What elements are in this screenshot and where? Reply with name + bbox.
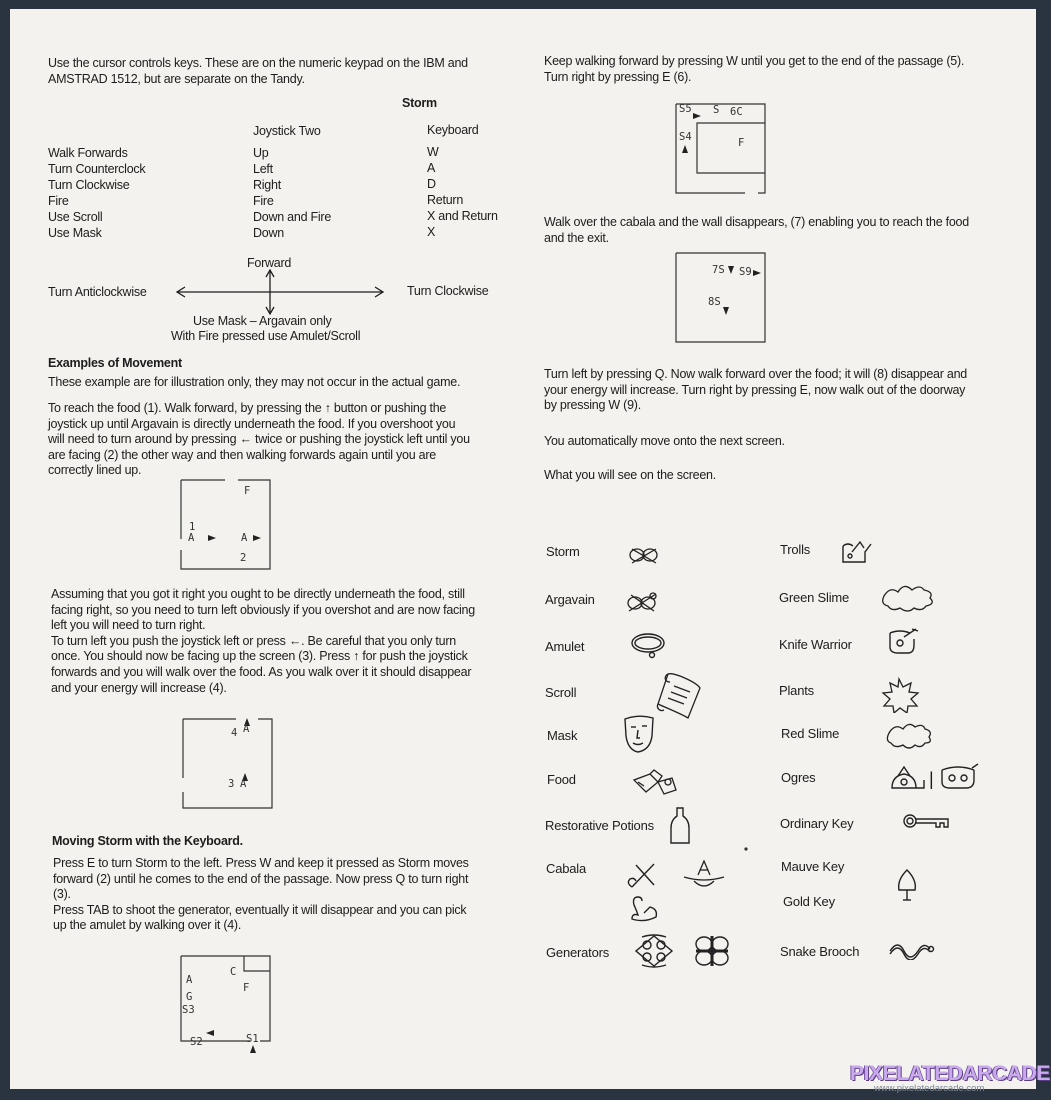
green-slime-icon [880,580,936,614]
control-action: Use Mask [48,226,102,240]
text-line: To turn left you push the joystick left or press ←. Be careful that you only turn [51,633,456,648]
text-line: Turn right by pressing E (6). [544,69,692,84]
control-joystick: Fire [253,194,274,208]
legend-knife-warrior: Knife Warrior [779,637,852,652]
text-line: left you will need to turn right. [51,618,206,633]
mask-icon [622,714,656,754]
step-number: 3 [228,778,235,790]
ogre-alt-icon [938,762,980,794]
generator-icon [634,934,674,968]
joystick-down-label: Use Mask – Argavain only [193,314,332,328]
joystick-left-label: Turn Anticlockwise [48,285,147,299]
storm-marker: S9 [739,266,752,278]
ogre-icon [888,764,928,794]
step-number: 1 [189,521,196,533]
text-line: up the amulet by walking over it (4). [53,918,242,933]
mauve-gold-key-icon [894,867,920,903]
text-line: Walk over the cabala and the wall disappears, (7) enabling you to reach the food [544,215,969,229]
food-marker: F [244,485,251,497]
storm-icon [628,545,660,567]
food-marker: F [738,137,745,149]
examples-note: These example are for illustration only, they may not occur in the actual game. [48,375,461,389]
legend-food: Food [547,772,576,787]
examples-heading: Examples of Movement [48,356,182,370]
legend-argavain: Argavain [545,592,595,607]
text-line: Keep walking forward by pressing W until you get to the end of the passage (5). [544,54,965,68]
col-keyboard-header: Keyboard [427,123,479,137]
amulet-icon [629,630,669,660]
paragraph-keyboard [53,856,469,934]
storm-marker: 7S [712,264,725,276]
paragraph-passage [544,54,964,85]
text-line: Press E to turn Storm to the left. Press W and keep it pressed as Storm moves [53,856,469,870]
controls-title: Storm [402,96,437,110]
text-line: To reach the food (1). Walk forward, by pressing the ↑ button or pushing the [48,401,447,415]
paragraph-cabala [544,215,969,246]
legend-scroll: Scroll [545,685,577,700]
legend-green-slime: Green Slime [779,590,850,605]
legend-mauve-key: Mauve Key [781,859,845,874]
cabala-swan-icon [628,893,662,923]
argavain-icon [626,591,660,615]
paragraph-exit [544,367,967,414]
text-line: facing right, so you need to turn left obviously if you overshot and are now facing [51,602,475,617]
step-number: 4 [231,727,238,739]
text-line: and the exit. [544,230,609,245]
joystick-cross-arrows [170,267,392,317]
legend-intro: What you will see on the screen. [544,468,716,482]
restorative-potion-icon [668,806,692,846]
control-keyboard: X [427,225,436,239]
control-keyboard: X and Return [427,209,498,223]
control-joystick: Left [253,162,273,176]
text-line: Turn left by pressing Q. Now walk forward over the food; it will (8) disappear and [544,367,967,381]
legend-generators: Generators [546,945,610,960]
text-line: forwards and you will walk over the food. As you walk over it it should disappear [51,664,472,679]
legend-ogres: Ogres [781,770,816,785]
text-line: will need to turn around by pressing ← twice or pushing the joystick left until you [48,432,470,447]
control-joystick: Down and Fire [253,210,332,224]
legend-snake-brooch: Snake Brooch [780,944,860,959]
next-screen-text: You automatically move onto the next screen. [544,434,785,448]
watermark-url: www.pixelatedarcade.com [874,1083,985,1094]
text-line: by pressing W (9). [544,398,641,413]
watermark [850,1062,1050,1094]
text-line: joystick up until Argavain is directly underneath the food. If you overshoot you [48,416,456,431]
step-number: 2 [240,552,247,564]
control-joystick: Down [253,226,284,240]
cabala-a-icon [682,857,726,893]
control-joystick: Right [253,178,281,192]
generator-alt-icon [693,934,731,968]
paragraph-turning [51,587,475,696]
storm-marker: S2 [190,1036,203,1048]
scroll-icon [654,670,704,722]
troll-icon [840,538,874,566]
control-keyboard: W [427,145,439,159]
paragraph-food [48,401,470,479]
amulet-marker: A [186,974,193,986]
storm-marker: S4 [679,131,692,143]
ordinary-key-icon [902,812,952,832]
text-line: Assuming that you got it right you ought to be directly underneath the food, still [51,587,465,601]
text-line: Press TAB to shoot the generator, eventually it will disappear and you can pick [53,902,467,917]
col-joystick-header: Joystick Two [253,124,321,138]
legend-restorative-potions: Restorative Potions [545,818,654,833]
argavain-marker: A [243,723,250,735]
text-line: forward (2) until he comes to the end of the passage. Now press Q to turn right [53,871,469,886]
movement-diagram-1 [180,479,275,574]
control-keyboard: D [427,177,436,191]
control-action: Fire [48,194,69,208]
food-marker: F [243,982,250,994]
legend-mask: Mask [547,728,578,743]
legend-amulet: Amulet [545,639,585,654]
knife-warrior-icon [886,627,922,657]
control-action: Turn Clockwise [48,178,130,192]
argavain-marker: A [240,778,247,790]
legend-trolls: Trolls [780,542,811,557]
storm-marker: S1 [246,1033,259,1045]
ogres-divider: | [929,769,934,789]
manual-page [10,9,1036,1089]
control-action: Turn Counterclock [48,162,146,176]
cabala-marker: C [230,966,237,978]
control-joystick: Up [253,146,269,160]
snake-brooch-icon [888,938,936,960]
food-icon [632,768,678,796]
legend-red-slime: Red Slime [781,726,840,741]
legend-gold-key: Gold Key [783,894,835,909]
movement-diagram-2 [182,718,277,813]
control-action: Use Scroll [48,210,103,224]
watermark-logo: PIXELATEDARCADE [850,1062,1051,1085]
movement-diagram-5 [675,252,770,347]
text-line: correctly lined up. [48,463,142,478]
text-line: (3). [53,887,71,902]
red-slime-icon [885,719,935,751]
ink-dot [743,846,749,852]
joystick-right-label: Turn Clockwise [407,284,489,298]
control-action: Walk Forwards [48,146,128,160]
cabala-marker: 6C [730,106,743,118]
argavain-marker: A [241,532,248,544]
legend-storm: Storm [546,544,580,559]
storm-marker: S [713,104,720,116]
text-line: are facing (2) the other way and then walking forwards again until you are [48,447,436,462]
control-keyboard: A [427,161,436,175]
storm-marker: S3 [182,1004,195,1016]
legend-ordinary-key: Ordinary Key [780,816,854,831]
cabala-cross-icon [624,861,658,889]
joystick-forward-label: Forward [247,256,292,270]
generator-marker: G [186,991,193,1003]
text-line: your energy will increase. Turn right by pressing E, now walk out of the doorway [544,382,966,397]
storm-marker: S5 [679,103,692,115]
argavain-marker: A [188,532,195,544]
plant-icon [877,677,921,713]
control-keyboard: Return [427,193,464,207]
intro-text: Use the cursor controls keys. These are on the numeric keypad on the IBM and AMSTRAD 1512, but are separate on the Tandy. [48,56,468,86]
movement-diagram-3 [180,953,275,1055]
movement-diagram-4 [675,103,770,198]
legend-cabala: Cabala [546,861,586,876]
legend-plants: Plants [779,683,814,698]
storm-marker: 8S [708,296,721,308]
text-line: and your energy will increase (4). [51,680,227,695]
text-line: once. You should now be facing up the screen (3). Press ↑ for push the joystick [51,649,468,664]
keyboard-heading: Moving Storm with the Keyboard. [52,834,243,848]
joystick-down-fire-label: With Fire pressed use Amulet/Scroll [171,329,361,343]
